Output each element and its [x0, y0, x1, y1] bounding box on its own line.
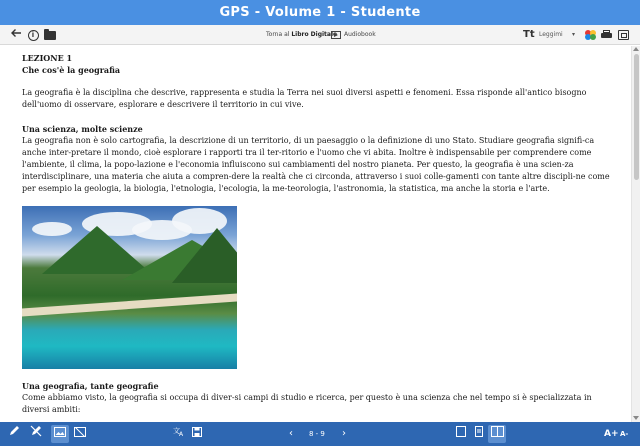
font-increase-button[interactable]: A+ [604, 429, 619, 439]
section-body: La geografia non è solo cartografia, la descrizione di un territorio, di un paesaggio o la definizione di uno Stato. Studiare geografia signifi-ca anche inter-pretare il mondo, cioè esplorare i rapporti tra il ter-ritorio e l'uomo che vi abita. Inoltre è indispensabile per comprendere come l'ambiente, il clima, la popo-lazione e l'economia influiscono sui cambiamenti del nostro pianeta. Per questo, la geografia è una scien-za interdisciplinare, una materia che aiuta a compren-dere la realtà che ci circonda, attraverso i suoi colle-gamenti con tante altre discipli-ne come per esempio la geologia, la biologia, l'etnologia, l'ecologia, la me-teorologia, l'astronomia, la statistica, ma anche la storia e l'arte. [22, 136, 610, 193]
landscape-photo [22, 206, 237, 369]
section-heading: Una scienza, molte scienze [22, 124, 143, 134]
single-page-icon[interactable] [452, 425, 470, 443]
svg-text:A: A [179, 431, 184, 437]
reading-mode-select[interactable]: Leggimi [539, 31, 563, 38]
pen-icon[interactable] [5, 425, 23, 443]
audiobook-button[interactable] [331, 27, 376, 43]
chevron-left-icon[interactable]: ‹ [289, 428, 293, 439]
scroll-page-icon[interactable] [470, 425, 488, 443]
print-icon[interactable] [601, 30, 612, 40]
audiobook-label: Audiobook [344, 31, 376, 38]
back-to-book-prefix: Torna al [266, 31, 292, 38]
window-title: GPS - Volume 1 - Studente [0, 0, 640, 25]
content-scrollbar[interactable] [631, 46, 640, 422]
translate-icon[interactable] [170, 425, 188, 443]
image-off-icon[interactable] [71, 425, 89, 443]
bottom-toolbar [0, 422, 640, 446]
svg-text:文: 文 [173, 427, 180, 435]
section-body: Come abbiamo visto, la geografia si occupa di diver-si campi di studio e ricerca, per questo è una scienza che nel tempo si è specializzata in diversi ambiti: [22, 393, 592, 414]
section-heading: Una geografia, tante geografie [22, 381, 159, 391]
back-to-book-link[interactable] [266, 27, 337, 43]
double-page-icon[interactable] [488, 425, 506, 443]
chevron-right-icon[interactable]: › [342, 428, 346, 439]
reader-content [0, 46, 631, 422]
pen-off-icon[interactable] [27, 425, 45, 443]
lesson-number: LEZIONE 1 [22, 53, 73, 63]
save-icon[interactable] [188, 425, 206, 443]
lesson-intro: La geografia è la disciplina che descrive, rappresenta e studia la Terra nei suoi diversi aspetti e fenomeni. Essa risponde all'antico bisogno dell'uomo di osservare, esplorare e descrivere il territorio in cui vive. [22, 88, 587, 109]
page-indicator[interactable]: 8 - 9 [309, 430, 325, 438]
audiobook-icon [331, 31, 341, 39]
folder-icon[interactable] [43, 27, 57, 43]
color-palette-icon[interactable] [585, 30, 597, 41]
fullscreen-icon[interactable] [618, 30, 629, 40]
back-to-book-label: Libro Digitale [291, 31, 338, 38]
info-icon[interactable]: i [26, 27, 40, 43]
text-size-button[interactable]: Tt [523, 29, 535, 40]
chevron-down-icon[interactable]: ▾ [572, 31, 576, 38]
lesson-title: Che cos'è la geografia [22, 65, 121, 75]
top-toolbar [0, 25, 640, 45]
arrow-left-icon[interactable] [9, 27, 23, 43]
image-icon[interactable] [51, 425, 69, 443]
font-decrease-button[interactable]: A- [620, 430, 629, 438]
scroll-down-icon[interactable] [633, 416, 639, 420]
scroll-up-icon[interactable] [633, 47, 639, 51]
scrollbar-thumb[interactable] [634, 54, 639, 180]
